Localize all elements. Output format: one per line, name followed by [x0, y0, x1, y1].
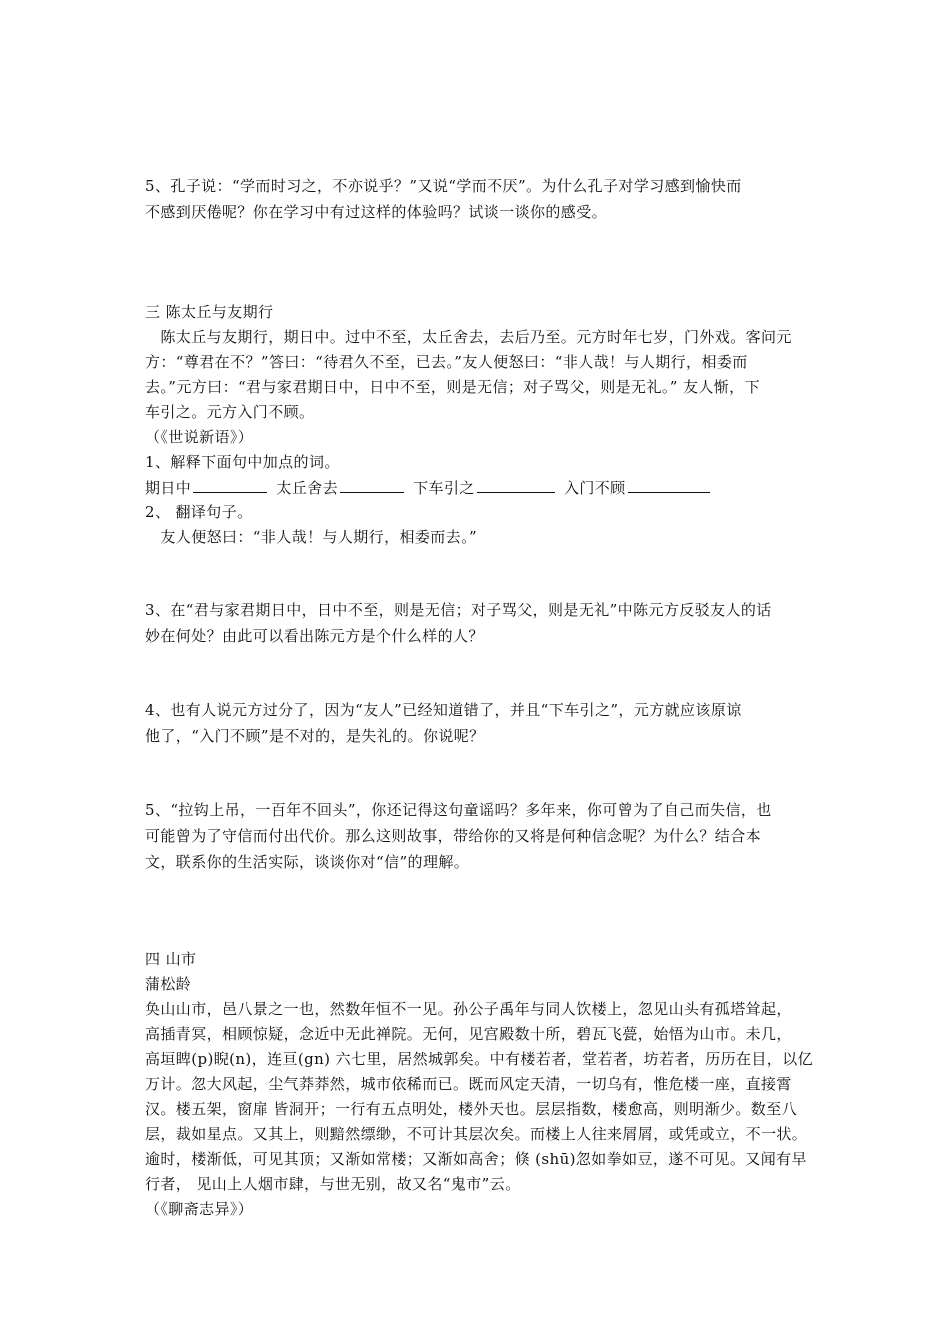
section-4-passage-line: 高垣睥(p)睨(n)，连亘(gn) 六七里，居然城郭矣。中有楼若者，堂若者，坊若者，历历在目，以亿 — [145, 1050, 814, 1068]
question-5-confucius-line-1: 5、孔子说：“学而时习之，不亦说乎？”又说“学而不厌”。为什么孔子对学习感到愉快而 — [145, 177, 742, 195]
section-4-passage-line: 汉。楼五架，窗扉 皆洞开；一行有五点明处，楼外天也。层层指数，楼愈高，则明渐少。数至八 — [145, 1100, 797, 1118]
section-3-question-3-line: 3、在“君与家君期日中，日中不至，则是无信；对子骂父，则是无礼”中陈元方反驳友人的话 — [145, 601, 772, 619]
section-4-author: 蒲松龄 — [145, 975, 192, 993]
section-3-passage-line: 车引之。元方入门不顾。 — [145, 403, 315, 421]
section-3-heading: 三 陈太丘与友期行 — [145, 303, 274, 321]
blank-item-label: 期日中 — [145, 479, 192, 497]
blank-item-label: 下车引之 — [413, 479, 475, 497]
blank-item-label: 太丘舍去 — [276, 479, 338, 497]
section-3-passage-line: 方：“尊君在不？”答曰：“待君久不至，已去。”友人便怒曰：“非人哉！与人期行，相委而 — [145, 353, 748, 371]
section-4-passage-line: 层，裁如星点。又其上，则黯然缥缈，不可计其层次矣。而楼上人往来屑屑，或凭或立，不一状。 — [145, 1125, 808, 1143]
section-3-question-2-sentence: 友人便怒曰：“非人哉！与人期行，相委而去。” — [145, 528, 478, 546]
fill-in-blanks-row — [145, 477, 714, 498]
section-4-passage-line: 行者， 见山上人烟市肆，与世无别，故又名“鬼市”云。 — [145, 1175, 521, 1193]
question-5-confucius-line-2: 不感到厌倦呢？你在学习中有过这样的体验吗？试谈一谈你的感受。 — [145, 203, 608, 221]
section-3-question-5-line: 5、“拉钩上吊，一百年不回头”，你还记得这句童谣吗？多年来，你可曾为了自己而失信，也 — [145, 801, 772, 819]
section-3-question-3-line: 妙在何处？由此可以看出陈元方是个什么样的人？ — [145, 627, 484, 645]
section-4-passage-line: 万计。忽大风起，尘气莽莽然，城市依稀而已。既而风定天清，一切乌有，惟危楼一座，直接霄 — [145, 1075, 792, 1093]
section-4-passage-line: 高插青冥，相顾惊疑，念近中无此禅院。无何，见宫殿数十所，碧瓦飞甍，始悟为山市。未几， — [145, 1025, 792, 1043]
section-3-question-2: 2、 翻译句子。 — [145, 503, 253, 521]
section-4-passage-line: 逾时，楼渐低，可见其顶；又渐如常楼；又渐如高舍；倏 (shū)忽如拳如豆，遂不可见。又闻有早 — [145, 1150, 807, 1168]
section-3-source: （《世说新语》） — [145, 428, 254, 446]
answer-blank[interactable] — [193, 477, 267, 493]
section-3-question-4-line: 4、也有人说元方过分了，因为“友人”已经知道错了，并且“下车引之”，元方就应该原谅 — [145, 701, 742, 719]
answer-blank[interactable] — [477, 477, 555, 493]
section-4-passage-line: 奂山山市，邑八景之一也，然数年恒不一见。孙公子禹年与同人饮楼上，忽见山头有孤塔耸起， — [145, 1000, 792, 1018]
section-3-passage-line: 去。”元方曰：“君与家君期日中，日中不至，则是无信；对子骂父，则是无礼。” 友人惭，下 — [145, 378, 760, 396]
section-3-question-5-line: 文，联系你的生活实际，谈谈你对“信”的理解。 — [145, 853, 470, 871]
section-4-source: （《聊斋志异》） — [145, 1200, 254, 1218]
answer-blank[interactable] — [628, 477, 710, 493]
answer-blank[interactable] — [340, 477, 404, 493]
section-3-question-1: 1、解释下面句中加点的词。 — [145, 453, 340, 471]
blank-item-label: 入门不顾 — [563, 479, 626, 497]
section-4-heading: 四 山市 — [145, 950, 197, 968]
section-3-question-5-line: 可能曾为了守信而付出代价。那么这则故事，带给你的又将是何种信念呢？为什么？结合本 — [145, 827, 762, 845]
section-3-passage-line: 陈太丘与友期行，期日中。过中不至，太丘舍去，去后乃至。元方时年七岁，门外戏。客问元 — [145, 328, 792, 346]
section-3-question-4-line: 他了，“入门不顾”是不对的，是失礼的。你说呢？ — [145, 727, 485, 745]
